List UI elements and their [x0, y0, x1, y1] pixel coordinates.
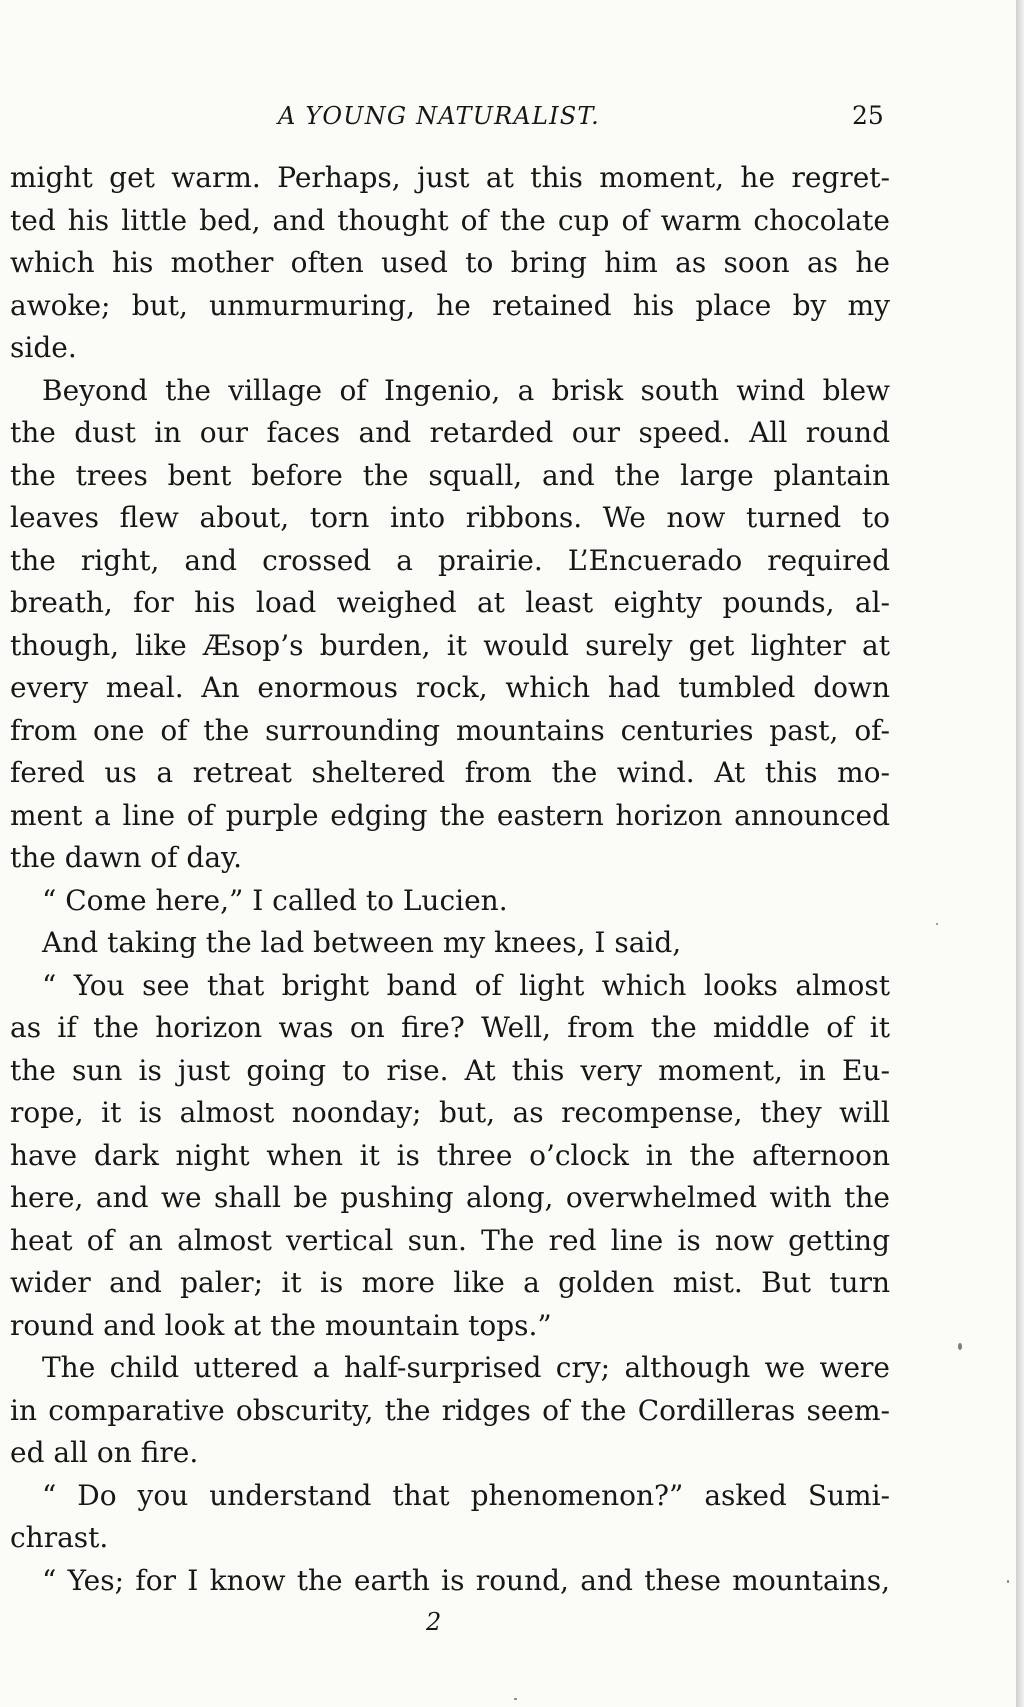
page-edge-shadow — [1016, 0, 1024, 1707]
text-line: the dust in our faces and retarded our speed. All round — [10, 416, 890, 449]
text-line: “ Yes; for I know the earth is round, and these mountains, — [42, 1563, 890, 1597]
text-line: ted his little bed, and thought of the cup of warm chocolate — [10, 203, 890, 237]
scan-speck — [1007, 1580, 1009, 1583]
text-line: “ You see that bright band of light which looks almost — [42, 968, 890, 1002]
text-line: in comparative obscurity, the ridges of the Cordilleras seem- — [10, 1393, 890, 1427]
signature-mark: 2 — [426, 1608, 442, 1636]
text-line: “ Come here,” I called to Lucien. — [42, 883, 508, 917]
text-line: as if the horizon was on fire? Well, from the middle of it — [10, 1011, 890, 1044]
text-line: ed all on fire. — [10, 1436, 199, 1469]
text-line: chrast. — [10, 1521, 109, 1554]
text-line: have dark night when it is three o’clock in the afternoon — [10, 1138, 890, 1172]
text-line: heat of an almost vertical sun. The red line is now getting — [10, 1223, 890, 1257]
text-line: here, and we shall be pushing along, overwhelmed with the — [10, 1181, 890, 1214]
text-line: The child uttered a half-surprised cry; although we were — [42, 1351, 890, 1384]
text-line: the right, and crossed a prairie. L’Encuerado required — [10, 543, 890, 577]
text-line: “ Do you understand that phenomenon?” asked Sumi- — [42, 1478, 890, 1512]
text-line: ment a line of purple edging the eastern horizon announced — [10, 798, 890, 832]
text-line: the sun is just going to rise. At this very moment, in Eu- — [10, 1053, 890, 1087]
text-line: rope, it is almost noonday; but, as recompense, they will — [10, 1096, 890, 1129]
text-line: And taking the lad between my knees, I said, — [42, 926, 682, 959]
scan-speck — [936, 923, 938, 925]
page-number: 25 — [852, 101, 884, 130]
text-line: breath, for his load weighed at least eighty pounds, al- — [10, 586, 890, 619]
text-line: which his mother often used to bring him as soon as he — [10, 246, 890, 279]
text-line: might get warm. Perhaps, just at this moment, he regret- — [10, 161, 890, 194]
text-line: though, like Æsop’s burden, it would surely get lighter at — [10, 628, 890, 662]
scan-speck — [514, 1698, 517, 1700]
text-line: the trees bent before the squall, and the large plantain — [10, 458, 890, 492]
text-line: round and look at the mountain tops.” — [10, 1308, 552, 1342]
page-header — [0, 98, 1024, 134]
text-line: wider and paler; it is more like a golden mist. But turn — [10, 1266, 890, 1299]
text-line: leaves flew about, torn into ribbons. We now turned to — [10, 501, 890, 534]
text-line: awoke; but, unmurmuring, he retained his place by my — [10, 288, 890, 322]
text-line: from one of the surrounding mountains centuries past, of- — [10, 713, 890, 747]
text-line: Beyond the village of Ingenio, a brisk south wind blew — [42, 373, 890, 407]
text-line: the dawn of day. — [10, 841, 243, 874]
scan-speck — [958, 1343, 962, 1350]
running-head: A YOUNG NATURALIST. — [278, 102, 600, 130]
text-line: fered us a retreat sheltered from the wind. At this mo- — [10, 756, 890, 789]
text-line: side. — [10, 331, 77, 364]
text-line: every meal. An enormous rock, which had tumbled down — [10, 671, 890, 704]
body-text — [10, 157, 890, 1602]
